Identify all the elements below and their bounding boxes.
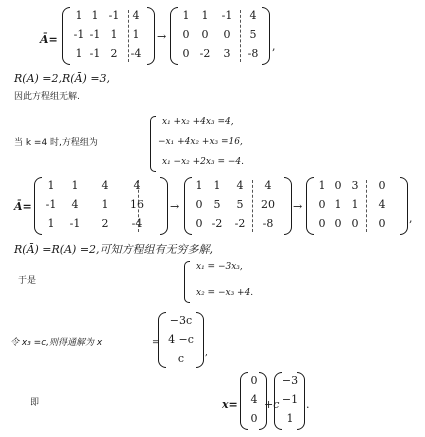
matrix-cell: 1 xyxy=(286,412,294,425)
augment-separator xyxy=(138,180,139,232)
matrix-cell: 0 xyxy=(250,374,258,387)
augment-separator xyxy=(366,180,367,232)
matrix-cell: 1 xyxy=(318,179,326,192)
matrix-cell: −3c xyxy=(169,314,193,327)
matrix-cell: -2 xyxy=(211,217,223,230)
matrix-cell: -1 xyxy=(89,47,101,60)
matrix-1a-left-paren xyxy=(62,7,70,65)
vector-right-paren xyxy=(196,312,204,368)
matrix-cell: -1 xyxy=(221,9,233,22)
matrix-cell: 3 xyxy=(351,179,359,192)
matrix-cell: 3 xyxy=(223,47,231,60)
punctuation: . xyxy=(306,398,310,411)
matrix-cell: -1 xyxy=(108,9,120,22)
matrix-cell: 4 xyxy=(101,179,109,192)
matrix-cell: -8 xyxy=(262,217,274,230)
matrix-cell: 1 xyxy=(101,198,109,211)
matrix-cell: 5 xyxy=(249,28,257,41)
matrix-cell: 0 xyxy=(378,217,386,230)
matrix-3b-right-paren xyxy=(284,177,292,235)
matrix-cell: 0 xyxy=(195,217,203,230)
matrix-cell: 2 xyxy=(110,47,118,60)
matrix-cell: -4 xyxy=(130,47,142,60)
matrix-cell: 20 xyxy=(261,198,275,211)
punctuation: , xyxy=(272,40,276,53)
matrix-cell: 4 −c xyxy=(168,333,194,346)
matrix-cell: 4 xyxy=(249,9,257,22)
matrix-cell: 1 xyxy=(71,179,79,192)
matrix-cell: 4 xyxy=(378,198,386,211)
matrix-cell: 5 xyxy=(213,198,221,211)
matrix-cell: -1 xyxy=(45,198,57,211)
equation-3: x₁ −x₂ +2x₃ = −4. xyxy=(162,157,244,167)
matrix-cell: 0 xyxy=(195,198,203,211)
matrix-cell: 0 xyxy=(250,412,258,425)
vector-b-right-paren xyxy=(297,372,305,430)
matrix-3c-left-paren xyxy=(306,177,314,235)
matrix-cell: 1 xyxy=(201,9,209,22)
matrix-cell: -1 xyxy=(89,28,101,41)
solution-brace xyxy=(184,261,190,303)
matrix-cell: -2 xyxy=(234,217,246,230)
matrix-cell: 1 xyxy=(351,198,359,211)
punctuation: , xyxy=(409,212,413,225)
matrix-cell: c xyxy=(177,352,185,365)
matrix-cell: 1 xyxy=(47,217,55,230)
namely-label: 即 xyxy=(30,398,40,408)
matrix-cell: -1 xyxy=(73,28,85,41)
matrix-3c xyxy=(314,179,400,230)
matrix-cell: 1 xyxy=(110,28,118,41)
therefore-label: 于是 xyxy=(18,276,37,286)
matrix-1b-right-paren xyxy=(262,7,270,65)
augment-separator xyxy=(128,10,129,62)
system-brace xyxy=(150,116,156,172)
augment-separator xyxy=(252,180,253,232)
matrix-cell: -4 xyxy=(131,217,143,230)
matrix-cell: −1 xyxy=(281,393,299,406)
matrix-3a-left-paren xyxy=(34,177,42,235)
abar-label-2: Ā= xyxy=(14,200,32,213)
matrix-cell: -2 xyxy=(199,47,211,60)
matrix-cell: 5 xyxy=(236,198,244,211)
matrix-cell: -1 xyxy=(69,217,81,230)
matrix-cell: 4 xyxy=(132,9,140,22)
matrix-cell: 0 xyxy=(334,179,342,192)
matrix-3a-right-paren xyxy=(160,177,168,235)
matrix-cell: 0 xyxy=(318,198,326,211)
matrix-cell: 1 xyxy=(182,9,190,22)
matrix-cell: 1 xyxy=(47,179,55,192)
arrow-2: → xyxy=(170,200,180,213)
solution-eq-2: x₂ = −x₃ +4. xyxy=(196,288,254,298)
matrix-cell: 0 xyxy=(201,28,209,41)
solution-eq-1: x₁ = −3x₃, xyxy=(196,262,243,272)
general-solution-lead: 令 x₃ =c,则得通解为 x xyxy=(10,338,103,348)
matrix-cell: 4 xyxy=(264,179,272,192)
matrix-cell: 1 xyxy=(334,198,342,211)
matrix-cell: −3 xyxy=(281,374,299,387)
arrow-3: → xyxy=(293,200,303,213)
matrix-cell: 1 xyxy=(75,47,83,60)
punctuation: , xyxy=(205,348,208,358)
arrow-1: → xyxy=(157,30,167,43)
matrix-1b xyxy=(178,9,268,60)
matrix-cell: 1 xyxy=(213,179,221,192)
matrix-cell: 2 xyxy=(101,217,109,230)
matrix-cell: 0 xyxy=(223,28,231,41)
matrix-cell: 4 xyxy=(71,198,79,211)
matrix-3b xyxy=(192,179,284,230)
matrix-3b-left-paren xyxy=(184,177,192,235)
matrix-cell: 1 xyxy=(132,28,140,41)
equation-1: x₁ +x₂ +4x₃ =4, xyxy=(162,117,234,127)
equation-2: −x₁ +4x₂ +x₃ =16, xyxy=(158,137,243,147)
conclusion-no-solution: 因此方程组无解. xyxy=(14,92,80,102)
matrix-cell: 4 xyxy=(250,393,258,406)
matrix-cell: 4 xyxy=(133,179,141,192)
abar-label-1: Ā= xyxy=(40,33,58,46)
rank-line-1: R(A) =2,R(Ā) =3, xyxy=(14,72,111,85)
matrix-cell: 0 xyxy=(182,28,190,41)
matrix-cell: 1 xyxy=(195,179,203,192)
matrix-cell: -8 xyxy=(247,47,259,60)
rank-line-2: R(Ā) =R(A) =2,可知方程组有无穷多解, xyxy=(14,243,214,256)
matrix-cell: 0 xyxy=(334,217,342,230)
matrix-1a-right-paren xyxy=(147,7,155,65)
matrix-3c-right-paren xyxy=(400,177,408,235)
matrix-1a xyxy=(72,9,148,60)
augment-separator xyxy=(240,10,241,62)
matrix-cell: 16 xyxy=(130,198,144,211)
matrix-cell: 1 xyxy=(75,9,83,22)
matrix-1b-left-paren xyxy=(170,7,178,65)
matrix-cell: 0 xyxy=(182,47,190,60)
matrix-cell: 1 xyxy=(91,9,99,22)
matrix-cell: 0 xyxy=(378,179,386,192)
general-solution-vector xyxy=(166,314,196,365)
matrix-cell: 0 xyxy=(351,217,359,230)
equals-sign: = xyxy=(152,338,160,348)
case-k4-lead: 当 k =4 时,方程组为 xyxy=(14,138,98,148)
plus-c: +c xyxy=(264,398,280,411)
vector-left-paren xyxy=(158,312,166,368)
matrix-cell: 0 xyxy=(318,217,326,230)
x-equals: x= xyxy=(222,398,238,411)
matrix-cell: 4 xyxy=(236,179,244,192)
